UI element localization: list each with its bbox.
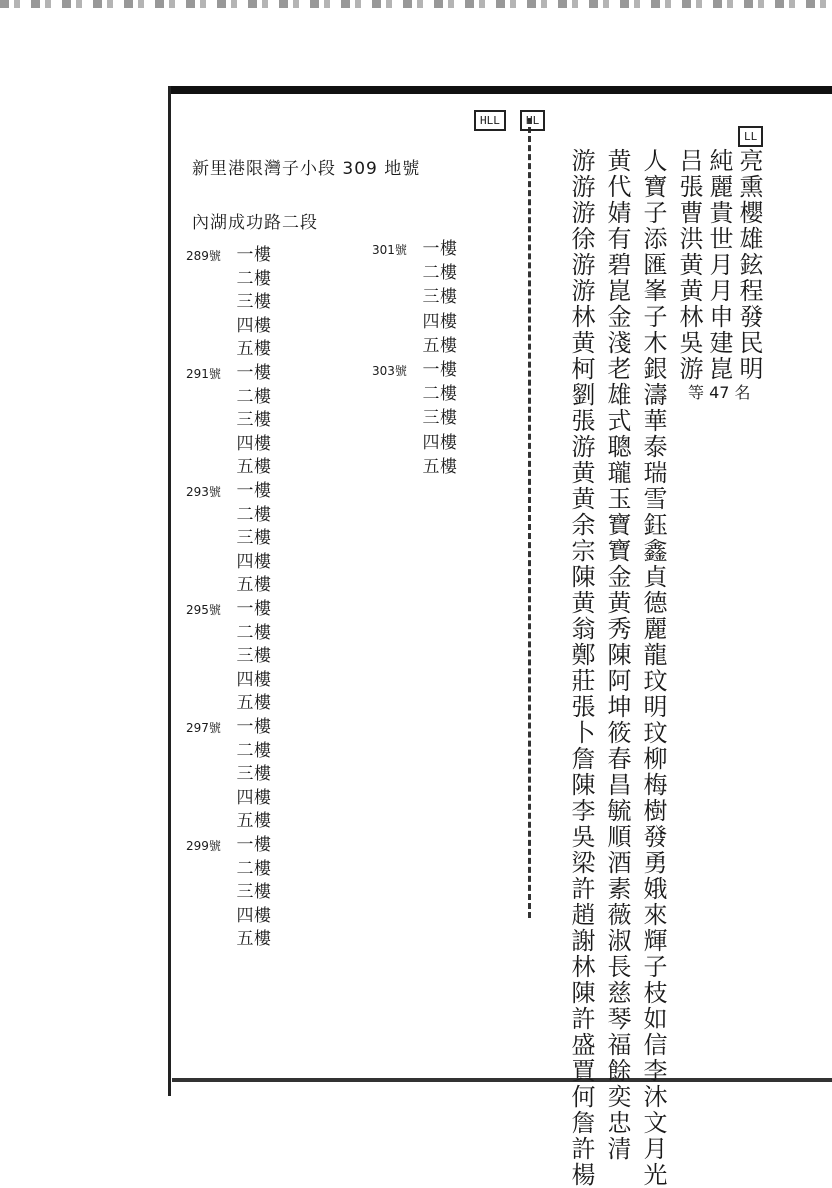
floor-label: 樓 xyxy=(254,363,271,383)
unit-row xyxy=(186,547,271,572)
stamp-right: LL xyxy=(738,126,763,147)
floor-label: 樓 xyxy=(254,575,271,596)
unit-row xyxy=(372,258,457,283)
total-count: 等 47 名 xyxy=(688,383,751,402)
unit-row xyxy=(186,452,271,477)
floor-number: 三 xyxy=(236,764,254,785)
floor-number: 二 xyxy=(236,740,254,761)
floor-label: 樓 xyxy=(254,599,271,619)
unit-row xyxy=(372,452,457,477)
floor-label: 樓 xyxy=(254,245,271,265)
floor-number: 一 xyxy=(422,239,440,259)
floor-label: 樓 xyxy=(440,384,457,405)
unit-row xyxy=(186,594,271,619)
floor-number: 二 xyxy=(422,263,440,284)
floor-label: 樓 xyxy=(254,905,271,926)
unit-number: 289號 xyxy=(186,249,221,263)
unit-row xyxy=(186,287,271,312)
stamp-left: HLL xyxy=(474,110,506,131)
floor-label: 樓 xyxy=(254,740,271,761)
owner-names-column-6: 亮熏櫻雄鉉程發民明 xyxy=(735,148,763,382)
owner-names-column-1: 游游游徐游游林黄柯劉張游黄黄余宗陳黄翁鄭莊張卜詹陳李吳梁許趙謝林陳許盛賈何詹許楊 xyxy=(567,148,595,1188)
floor-label: 樓 xyxy=(440,456,457,477)
floor-label: 樓 xyxy=(440,311,457,332)
unit-row xyxy=(372,331,457,356)
unit-row xyxy=(186,334,271,359)
torn-paper-line xyxy=(528,118,571,918)
floor-label: 樓 xyxy=(254,268,271,289)
unit-row xyxy=(186,405,271,430)
floor-label: 樓 xyxy=(254,339,271,360)
floor-label: 樓 xyxy=(254,410,271,431)
floor-number: 五 xyxy=(236,339,254,360)
unit-row xyxy=(186,476,271,501)
unit-row xyxy=(186,924,271,949)
floor-label: 樓 xyxy=(254,882,271,903)
floor-number: 五 xyxy=(236,929,254,950)
unit-number: 299號 xyxy=(186,839,221,853)
floor-number: 二 xyxy=(422,384,440,405)
unit-row xyxy=(186,901,271,926)
floor-number: 二 xyxy=(236,386,254,407)
unit-row xyxy=(186,830,271,855)
floor-number: 一 xyxy=(236,717,254,737)
floor-number: 一 xyxy=(236,481,254,501)
floor-label: 樓 xyxy=(254,929,271,950)
floor-label: 樓 xyxy=(254,646,271,667)
unit-row xyxy=(186,665,271,690)
floor-number: 三 xyxy=(236,410,254,431)
unit-number: 291號 xyxy=(186,367,221,381)
stamp-middle: HL xyxy=(520,110,545,131)
sheet-edge-left xyxy=(168,86,171,1096)
floor-label: 樓 xyxy=(254,457,271,478)
owner-names-column-2: 黄代婧有碧崑金淺老雄式聰瓏玉寶寶金黄秀陳阿坤筱春昌毓順酒素薇淑長慈琴福餘奕忠清 xyxy=(603,148,631,1162)
floor-number: 五 xyxy=(236,693,254,714)
floor-number: 三 xyxy=(422,408,440,429)
unit-row xyxy=(186,759,271,784)
unit-row xyxy=(372,355,457,380)
floor-number: 四 xyxy=(236,315,254,336)
floor-label: 樓 xyxy=(254,481,271,501)
floor-number: 五 xyxy=(422,456,440,477)
unit-row xyxy=(186,783,271,808)
floor-label: 樓 xyxy=(254,787,271,808)
owner-names-column-4: 吕張曹洪黄黄林吳游 xyxy=(675,148,703,382)
floor-label: 樓 xyxy=(254,386,271,407)
unit-row xyxy=(186,429,271,454)
unit-row xyxy=(186,570,271,595)
floor-label: 樓 xyxy=(254,835,271,855)
unit-row xyxy=(186,641,271,666)
floor-label: 樓 xyxy=(440,263,457,284)
floor-number: 三 xyxy=(236,882,254,903)
floor-number: 一 xyxy=(236,363,254,383)
unit-row xyxy=(372,379,457,404)
floor-number: 二 xyxy=(236,504,254,525)
floor-number: 五 xyxy=(236,575,254,596)
floor-label: 樓 xyxy=(254,504,271,525)
floor-label: 樓 xyxy=(440,335,457,356)
scan-top-noise xyxy=(0,0,832,8)
floor-label: 樓 xyxy=(254,315,271,336)
sheet-edge-bottom xyxy=(172,1078,832,1082)
floor-label: 樓 xyxy=(440,432,457,453)
floor-label: 樓 xyxy=(254,811,271,832)
floor-number: 四 xyxy=(422,432,440,453)
unit-row xyxy=(186,618,271,643)
floor-label: 樓 xyxy=(254,528,271,549)
document-title: 新里港限灣子小段 309 地號 xyxy=(192,159,421,179)
owner-names-column-3: 人寶子添匯峯子木銀濤華泰瑞雪鈺鑫貞德麗龍玟明玟柳梅樹發勇娥來輝子枝如信李沐文月光 xyxy=(639,148,667,1188)
floor-number: 三 xyxy=(236,528,254,549)
floor-label: 樓 xyxy=(440,239,457,259)
unit-row xyxy=(186,806,271,831)
floor-label: 樓 xyxy=(254,292,271,313)
unit-row xyxy=(372,282,457,307)
sheet-edge-top xyxy=(168,86,832,94)
unit-row xyxy=(186,523,271,548)
address-line: 內湖成功路二段 xyxy=(192,213,318,233)
floor-number: 一 xyxy=(422,360,440,380)
unit-number: 303號 xyxy=(372,364,407,378)
unit-row xyxy=(372,234,457,259)
floor-label: 樓 xyxy=(254,858,271,879)
floor-number: 四 xyxy=(422,311,440,332)
unit-number: 293號 xyxy=(186,485,221,499)
floor-number: 五 xyxy=(422,335,440,356)
floor-label: 樓 xyxy=(254,764,271,785)
floor-label: 樓 xyxy=(254,551,271,572)
floor-label: 樓 xyxy=(254,433,271,454)
floor-number: 四 xyxy=(236,787,254,808)
floor-label: 樓 xyxy=(440,287,457,308)
unit-number: 297號 xyxy=(186,721,221,735)
floor-label: 樓 xyxy=(254,717,271,737)
floor-number: 四 xyxy=(236,551,254,572)
floor-number: 五 xyxy=(236,811,254,832)
unit-row xyxy=(186,736,271,761)
unit-row xyxy=(186,854,271,879)
floor-number: 四 xyxy=(236,669,254,690)
floor-label: 樓 xyxy=(254,669,271,690)
floor-label: 樓 xyxy=(440,360,457,380)
unit-row xyxy=(372,307,457,332)
unit-row xyxy=(186,712,271,737)
floor-number: 四 xyxy=(236,433,254,454)
floor-number: 二 xyxy=(236,858,254,879)
unit-row xyxy=(372,403,457,428)
unit-row xyxy=(186,264,271,289)
floor-label: 樓 xyxy=(440,408,457,429)
floor-number: 三 xyxy=(236,646,254,667)
floor-number: 一 xyxy=(236,245,254,265)
unit-row xyxy=(186,358,271,383)
owner-names-column-5: 純麗貴世月月申建崑 xyxy=(705,148,733,382)
floor-number: 二 xyxy=(236,268,254,289)
unit-row xyxy=(186,688,271,713)
unit-row xyxy=(186,311,271,336)
unit-row xyxy=(186,240,271,265)
floor-number: 一 xyxy=(236,599,254,619)
floor-label: 樓 xyxy=(254,622,271,643)
unit-row xyxy=(186,877,271,902)
floor-label: 樓 xyxy=(254,693,271,714)
unit-row xyxy=(186,500,271,525)
floor-number: 二 xyxy=(236,622,254,643)
floor-number: 五 xyxy=(236,457,254,478)
unit-number: 295號 xyxy=(186,603,221,617)
floor-number: 三 xyxy=(422,287,440,308)
floor-number: 四 xyxy=(236,905,254,926)
unit-row xyxy=(372,428,457,453)
unit-number: 301號 xyxy=(372,243,407,257)
unit-row xyxy=(186,382,271,407)
floor-number: 三 xyxy=(236,292,254,313)
floor-number: 一 xyxy=(236,835,254,855)
